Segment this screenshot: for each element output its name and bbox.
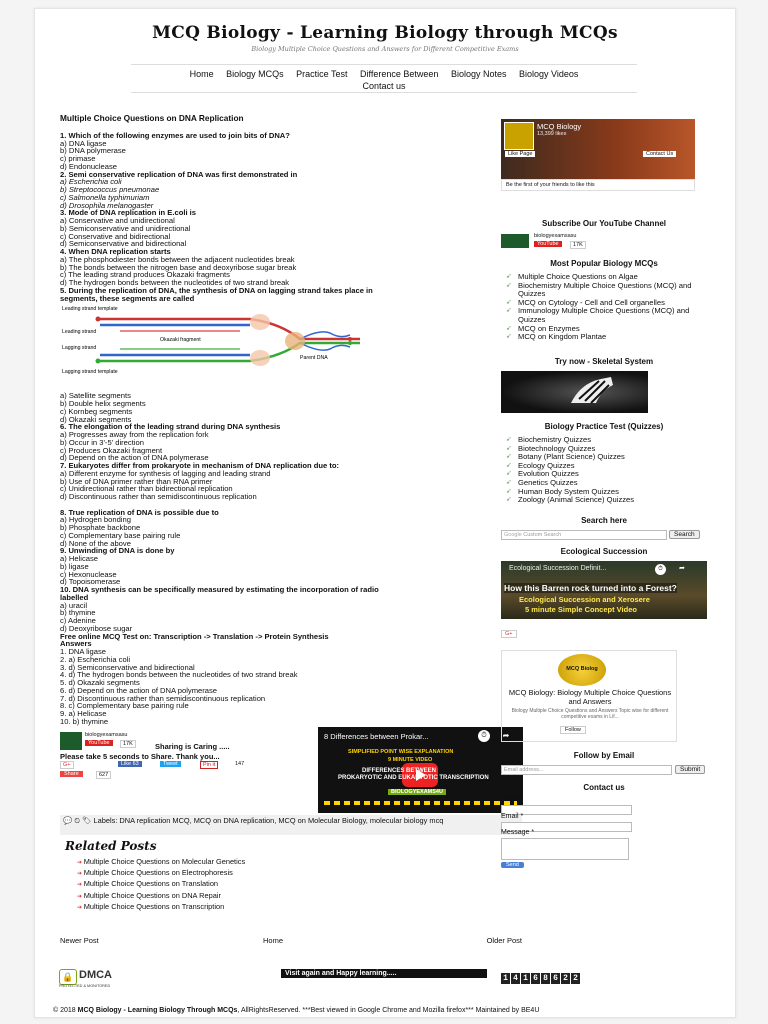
option-text: a) The phosphodiester bonds between the adjacent nucleotides break <box>60 254 295 264</box>
question-text: 3. Mode of DNA replication in E.coli is <box>60 208 197 218</box>
option-text: c) Produces Okazaki fragment <box>60 445 163 455</box>
share-count: 627 <box>96 771 111 779</box>
nav-biology-mcqs[interactable]: Biology MCQs <box>226 69 284 79</box>
eco-video-line-1: How this Barren rock turned into a Forest? <box>504 583 677 593</box>
dmca-sub: PROTECTED & MONITORED <box>59 984 111 988</box>
question-list-part-2 <box>60 392 490 725</box>
question-text: segments, these segments are called <box>60 293 195 303</box>
related-posts-list <box>77 857 245 913</box>
related-post-item[interactable]: ➔ Multiple Choice Questions on Translation <box>77 879 245 890</box>
question-text: 2. Semi conservative replication of DNA was first demonstrated in <box>60 169 298 179</box>
zebra-stripes-graphic <box>501 371 648 413</box>
counter-digit: 1 <box>501 973 510 984</box>
related-post-item[interactable]: ➔ Multiple Choice Questions on Electrophoresis <box>77 868 245 879</box>
contact-message-label: Message * <box>501 829 535 836</box>
option-text: b) The bonds between the nitrogen base and deoxyribose sugar break <box>60 262 297 272</box>
footer-rest: , AllRightsReserved. ***Best viewed in Google Chrome and Mozilla firefox*** Maintained by BE4U <box>237 1007 540 1014</box>
channel-avatar <box>60 732 82 750</box>
option-text: 7. d) Discontinuous rather than semidiscontinuous replication <box>60 693 266 703</box>
option-text: 1. DNA ligase <box>60 647 107 656</box>
question-text: 1. Which of the following enzymes are used to join bits of DNA? <box>60 130 290 140</box>
option-text: b) Occur in 3'-5' direction <box>60 437 144 447</box>
footer-copyright: © 2018 <box>53 1007 78 1014</box>
popular-list <box>501 273 707 342</box>
option-text: a) Escherichia coli <box>60 177 122 187</box>
nav-biology-videos[interactable]: Biology Videos <box>519 69 579 79</box>
dna-diagram-svg <box>60 303 360 389</box>
sidebar-list-item[interactable]: ➹ Biochemistry Quizzes <box>501 436 707 445</box>
skeletal-image[interactable] <box>501 371 648 413</box>
post-title: Multiple Choice Questions on DNA Replication <box>60 113 244 123</box>
gpage-desc: Biology Multiple Choice Questions and Answers Topic wise for different competitive exams in Lif... <box>511 708 669 720</box>
main-nav <box>131 64 637 93</box>
nav-difference-between[interactable]: Difference Between <box>360 69 439 79</box>
sidebar-list-item[interactable]: ➹ Multiple Choice Questions on Algae <box>501 273 707 282</box>
gpage-logo: MCQ Biolog <box>558 654 606 686</box>
comment-icon[interactable]: 💬 <box>63 816 73 825</box>
option-text: b) Streptococcus pneumonae <box>60 185 160 194</box>
nav-biology-notes[interactable]: Biology Notes <box>450 69 507 79</box>
nav-row-1 <box>131 69 637 79</box>
question-text: 4. When DNA replication starts <box>60 247 171 256</box>
gpage-follow-button[interactable]: Follow <box>560 726 586 734</box>
question-text: 6. The elongation of the leading strand during DNA synthesis <box>60 422 281 432</box>
eco-heading: Ecological Succession <box>560 547 648 556</box>
option-text: b) Semiconservative and unidirectional <box>60 223 191 233</box>
custom-search-placeholder: Custom Search <box>523 532 562 538</box>
related-post-item[interactable]: ➔ Multiple Choice Questions on Molecular Genetics <box>77 857 245 868</box>
option-text: b) Double helix segments <box>60 399 146 408</box>
option-text: c) Hexonuclease <box>60 569 117 579</box>
share-button[interactable]: Share <box>60 771 83 777</box>
related-post-item[interactable]: ➔ Multiple Choice Questions on Transcription <box>77 902 245 913</box>
option-text: d) Drosophila melanogaster <box>60 200 154 210</box>
question-text: Answers <box>60 639 92 649</box>
video-line-4: PROKARYOTIC AND EUKARYOTIC TRANSCRIPTION <box>338 775 489 781</box>
option-text: c) Kornbeg segments <box>60 406 133 416</box>
sharing-caring-text: Sharing is Caring ..... <box>155 742 230 751</box>
option-text: d) Depend on the action of DNA polymerase <box>60 453 209 463</box>
option-text: b) Use of DNA primer rather than RNA primer <box>60 476 213 486</box>
sidebar-list-item[interactable]: ➹ MCQ on Kingdom Plantae <box>501 333 707 342</box>
option-text: d) Semiconservative and bidirectional <box>60 239 187 249</box>
eco-video-line-2: Ecological Succession and Xerosere <box>519 595 650 604</box>
post-labels <box>60 815 522 835</box>
footer <box>35 1007 753 1014</box>
visitor-counter <box>501 967 581 983</box>
fb-contact-button[interactable]: Contact Us <box>643 151 676 157</box>
pinterest-button[interactable]: Pin it <box>200 761 218 769</box>
site-subtitle: Biology Multiple Choice Questions and Answers for Different Competitive Exams <box>251 45 519 53</box>
option-text: 6. d) Depend on the action of DNA polymerase <box>60 685 218 695</box>
channel-name: biologyexamsasu <box>85 732 128 738</box>
sidebar-list-item[interactable]: ➹ Biochemistry Multiple Choice Questions (MCQ) and Quizzes <box>501 282 707 299</box>
eco-gplus-button[interactable]: G+ <box>501 630 517 638</box>
question-text: Free online MCQ Test on: Transcription -> Translation -> Protein Synthesis <box>60 631 329 641</box>
newer-post-link[interactable]: Newer Post <box>60 936 99 945</box>
contact-send-button[interactable]: Send <box>501 862 524 868</box>
related-posts-heading: Related Posts <box>65 839 157 853</box>
option-text: a) Helicase <box>60 554 98 563</box>
tag-icon: 🏷 <box>82 816 92 825</box>
nav-home[interactable]: Home <box>189 69 214 79</box>
option-text: 8. c) Complementary base pairing rule <box>60 701 189 711</box>
option-text: 5. d) Okazaki segments <box>60 678 140 687</box>
sidebar-list-item[interactable]: ➹ Zoology (Animal Science) Quizzes <box>501 496 707 505</box>
eco-video-title: Ecological Succession Definit... <box>509 565 607 572</box>
option-text: d) Okazaki segments <box>60 414 132 424</box>
post-body <box>60 115 490 726</box>
gplus-button[interactable]: G+ <box>60 761 74 769</box>
option-text: c) The leading strand produces Okazaki fragments <box>60 270 230 280</box>
option-text: a) Hydrogen bonding <box>60 515 131 525</box>
option-text: c) Unidirectional rather than bidirectional replication <box>60 484 233 494</box>
label-okazaki: Okazaki fragment <box>160 337 201 344</box>
youtube-subscribe-button[interactable]: YouTube <box>85 740 113 746</box>
site-title[interactable]: MCQ Biology - Learning Biology through MCQs <box>152 23 618 43</box>
counter-digit: 8 <box>541 973 550 984</box>
contact-heading: Contact us <box>583 783 625 792</box>
option-text: b) DNA polymerase <box>60 146 126 156</box>
option-text: d) Topoisomerase <box>60 577 121 587</box>
contact-name-label: Name <box>501 795 520 802</box>
question-list-part-1 <box>60 132 490 303</box>
option-text: a) Satellite segments <box>60 391 131 401</box>
sidebar-list-item[interactable]: ➹ Biotechnology Quizzes <box>501 445 707 454</box>
sidebar-list-item[interactable]: ➹ Immunology Multiple Choice Questions (MCQ) and Quizzes <box>501 307 707 324</box>
share-block <box>60 732 280 782</box>
counter-digit: 6 <box>551 973 560 984</box>
option-text: a) Different enzyme for synthesis of lagging and leading strand <box>60 468 271 478</box>
labels-text[interactable]: Labels: DNA replication MCQ, MCQ on DNA replication, MCQ on Molecular Biology, molecular biology mcq <box>93 816 444 825</box>
counter-digit: 1 <box>521 973 530 984</box>
fb-page-name[interactable]: MCQ Biology <box>537 122 582 131</box>
option-text: 2. a) Escherichia coli <box>60 654 131 664</box>
email-subscribe-input[interactable]: Email address... <box>501 765 672 775</box>
nav-practice-test[interactable]: Practice Test <box>296 69 348 79</box>
visit-again-banner: Visit again and Happy learning..... <box>281 969 487 978</box>
share-request-text: Please take 5 seconds to Share. Thank you... <box>60 752 220 761</box>
video-line-3: DIFFERENCES BETWEEN <box>362 768 437 774</box>
eco-share-icon[interactable]: ➦ <box>679 565 685 572</box>
option-text: d) Endonuclease <box>60 161 117 171</box>
custom-search-input[interactable]: Google Custom Search <box>501 530 667 540</box>
nav-contact-us[interactable]: Contact us <box>362 81 406 91</box>
yt-subscribe-button[interactable]: YouTube <box>534 241 562 247</box>
yt-count: 17K <box>570 241 586 249</box>
question-text: 8. True replication of DNA is possible due to <box>60 507 219 517</box>
label-lagging-strand: Lagging strand <box>62 345 97 352</box>
question-text: 10. DNA synthesis can be specifically measured by estimating the incorporation of radio <box>60 585 379 594</box>
option-text: 10. b) thymine <box>60 716 109 726</box>
video-line-2: 9 MINUTE VIDEO <box>388 757 433 763</box>
footer-brand[interactable]: MCQ Biology - Learning Biology Through MCQs <box>77 1007 238 1014</box>
skeletal-heading: Try now - Skeletal System <box>554 357 654 366</box>
fb-friends-text: Be the first of your friends to like this <box>501 179 695 191</box>
clock-icon: ⏲ <box>74 816 81 825</box>
fb-like-page-button[interactable]: Like Page <box>505 151 535 157</box>
option-text: a) DNA ligase <box>60 138 107 148</box>
video-title: 8 Differences between Prokar... <box>324 732 429 741</box>
prokaryote-eukaryote-video[interactable] <box>318 727 523 813</box>
search-button[interactable]: Search <box>669 530 700 539</box>
option-text: d) None of the above <box>60 538 131 548</box>
nav-row-2 <box>131 81 637 91</box>
older-post-link[interactable]: Older Post <box>486 936 522 945</box>
sidebar-list-item[interactable]: ➹ MCQ on Cytology - Cell and Cell organelles <box>501 299 707 308</box>
option-text: c) Conservative and bidirectional <box>60 231 171 241</box>
option-text: 3. d) Semiconservative and bidirectional <box>60 662 195 672</box>
eco-video-line-3: 5 minute Simple Concept Video <box>525 605 637 614</box>
facebook-page-widget[interactable] <box>501 119 695 179</box>
share-video-icon[interactable]: ➦ <box>502 731 510 740</box>
option-text: b) Phosphate backbone <box>60 523 141 532</box>
page-container <box>34 8 736 1018</box>
label-parent-dna: Parent DNA <box>300 355 328 362</box>
gpage-name[interactable]: MCQ Biology: Biology Multiple Choice Questions and Answers <box>508 688 672 706</box>
sidebar-list-item[interactable]: ➹ Human Body System Quizzes <box>501 488 707 497</box>
counter-digit: 2 <box>561 973 570 984</box>
pin-count: 147 <box>235 761 245 767</box>
option-text: b) ligase <box>60 561 89 571</box>
option-text: d) The hydrogen bonds between the nucleotides of two strand break <box>60 278 290 287</box>
counter-digit: 2 <box>571 973 580 984</box>
eco-watch-later-icon[interactable]: ⏱ <box>655 564 666 575</box>
sidebar-list-item[interactable]: ➹ MCQ on Enzymes <box>501 325 707 334</box>
option-text: a) Progresses away from the replication fork <box>60 430 209 439</box>
watch-later-icon[interactable]: ⏱ <box>478 730 490 742</box>
dmca-badge[interactable] <box>59 969 143 989</box>
tweet-button[interactable]: Tweet <box>160 761 181 767</box>
option-text: a) uracil <box>60 600 88 610</box>
search-heading: Search here <box>581 516 627 525</box>
contact-email-label: Email * <box>501 813 524 820</box>
practice-list <box>501 436 707 505</box>
yt-channel-avatar <box>501 234 529 248</box>
dna-replication-figure <box>60 303 490 389</box>
option-text: d) Discontinuous rather than semidiscontinuous replication <box>60 492 257 501</box>
email-heading: Follow by Email <box>573 751 635 760</box>
sidebar-list-item[interactable]: ➹ Ecology Quizzes <box>501 462 707 471</box>
option-text: c) Adenine <box>60 616 96 625</box>
yt-channel-name: biologyexamsasu <box>534 233 577 239</box>
contact-message-textarea[interactable] <box>501 838 629 860</box>
option-text: c) Complementary base pairing rule <box>60 530 181 540</box>
option-text: a) Conservative and unidirectional <box>60 216 175 225</box>
home-link[interactable]: Home <box>263 936 284 945</box>
counter-digit: 6 <box>531 973 540 984</box>
video-line-1: SIMPLIFIED POINT WISE EXPLANATION <box>348 749 454 755</box>
google-plus-page-widget <box>501 650 677 742</box>
eco-video[interactable] <box>501 561 707 619</box>
option-text: b) thymine <box>60 608 96 618</box>
dmca-lock-icon: 🔒 <box>59 969 77 985</box>
video-decor-strip <box>324 801 517 805</box>
label-lagging-template: Lagging strand template <box>62 369 118 376</box>
option-text: c) primase <box>60 154 96 163</box>
youtube-count: 17K <box>120 740 136 748</box>
label-leading-strand: Leading strand <box>62 329 97 336</box>
video-brand: BIOLOGYEXAMS4U <box>388 789 446 795</box>
option-text: c) Salmonella typhimuriam <box>60 192 150 202</box>
sidebar-list-item[interactable]: ➹ Evolution Quizzes <box>501 470 707 479</box>
sidebar-list-item[interactable]: ➹ Botany (Plant Science) Quizzes <box>501 453 707 462</box>
fb-likes: 13,399 likes <box>537 131 567 137</box>
option-text: 9. a) Helicase <box>60 709 107 718</box>
counter-digit: 4 <box>511 973 520 984</box>
sidebar-list-item[interactable]: ➹ Genetics Quizzes <box>501 479 707 488</box>
option-text: d) Deoxyribose sugar <box>60 623 133 633</box>
popular-heading: Most Popular Biology MCQs <box>550 259 658 268</box>
email-submit-button[interactable]: Submit <box>675 765 705 774</box>
youtube-heading: Subscribe Our YouTube Channel <box>541 219 666 228</box>
question-text: labelled <box>60 592 89 602</box>
facebook-page-avatar <box>504 122 534 150</box>
label-leading-template: Leading strand template <box>62 306 118 313</box>
option-text: 4. d) The hydrogen bonds between the nucleotides of two strand break <box>60 670 298 680</box>
facebook-like-button[interactable]: Like 63 <box>118 761 142 767</box>
practice-heading: Biology Practice Test (Quizzes) <box>544 422 664 431</box>
related-post-item[interactable]: ➔ Multiple Choice Questions on DNA Repair <box>77 891 245 902</box>
question-text: 9. Unwinding of DNA is done by <box>60 546 175 556</box>
dmca-label: DMCA <box>79 969 112 981</box>
question-text: 7. Eukaryotes differ from prokaryote in mechanism of DNA replication due to: <box>60 461 340 470</box>
question-text: 5. During the replication of DNA, the synthesis of DNA on lagging strand takes place in <box>60 285 373 295</box>
